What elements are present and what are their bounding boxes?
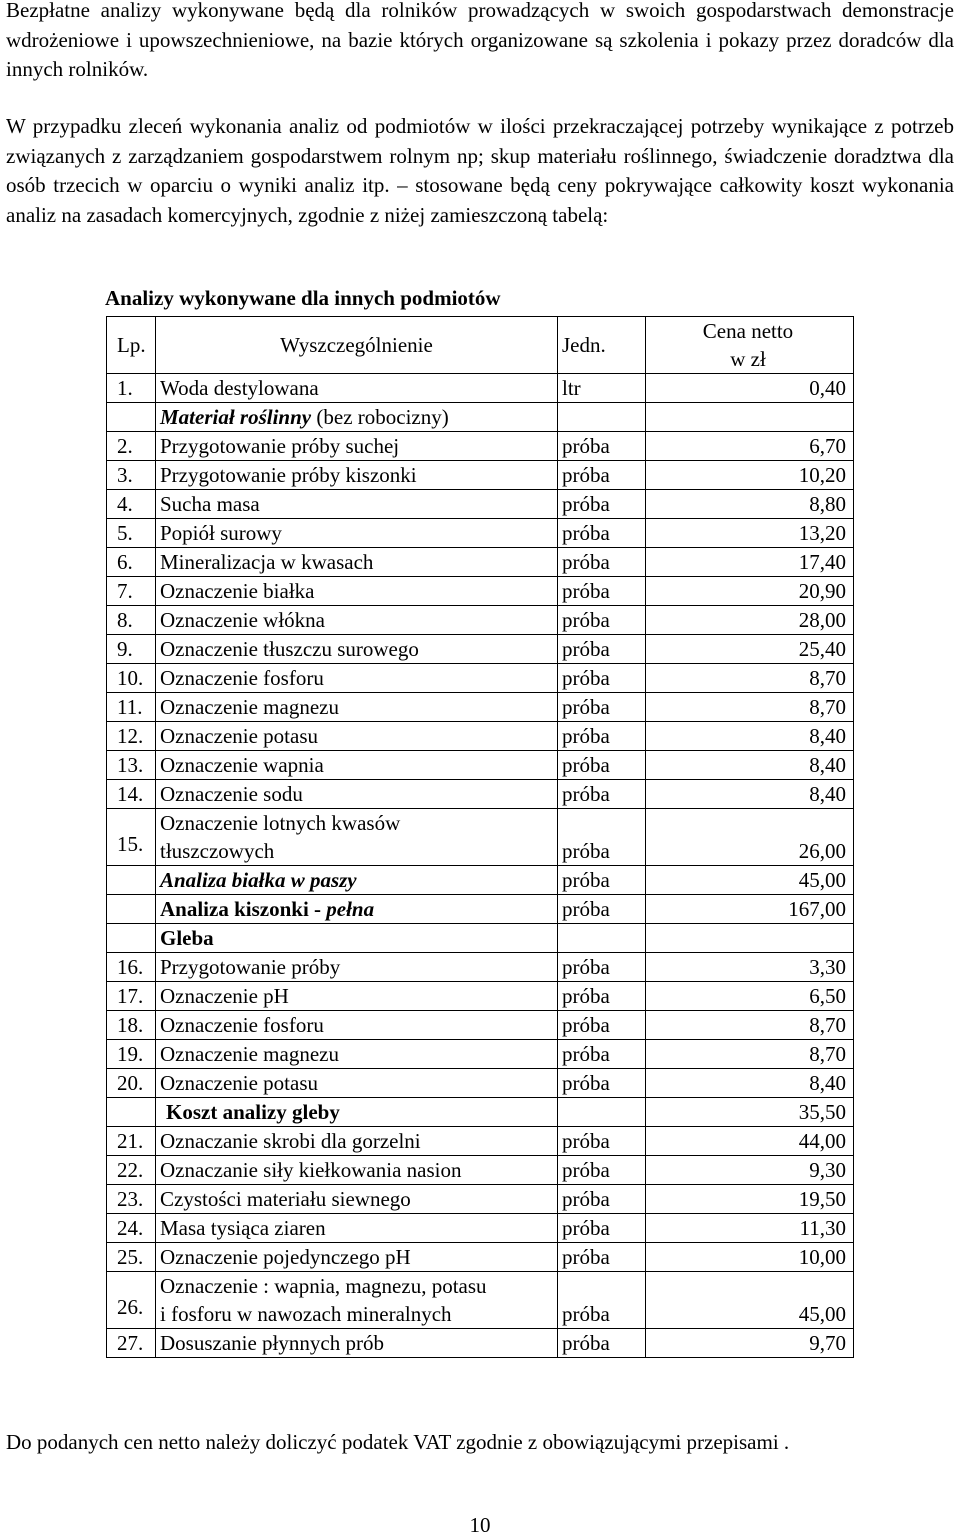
row-description-text: Oznaczenie lotnych kwasów <box>160 811 401 835</box>
row-description-suffix: (bez robocizny) <box>311 405 449 429</box>
header-unit: Jedn. <box>558 317 646 374</box>
table-row <box>107 780 854 809</box>
table-row <box>107 1011 854 1040</box>
row-price: 17,40 <box>646 548 854 577</box>
row-unit: próba <box>558 751 646 780</box>
row-price: 9,70 <box>646 1329 854 1358</box>
row-unit: próba <box>558 548 646 577</box>
row-price: 9,30 <box>646 1156 854 1185</box>
row-price <box>646 403 854 432</box>
header-price <box>646 317 854 374</box>
row-unit: próba <box>558 1272 646 1329</box>
row-lp: 12. <box>107 722 156 751</box>
row-description <box>156 751 558 780</box>
row-unit: ltr <box>558 374 646 403</box>
row-description <box>156 403 558 432</box>
row-description-text: Oznaczenie : wapnia, magnezu, potasu <box>160 1274 487 1298</box>
row-description-text: Popiół surowy <box>160 521 282 545</box>
row-description <box>156 1098 558 1127</box>
table-row <box>107 1329 854 1358</box>
row-description <box>156 1329 558 1358</box>
row-unit: próba <box>558 809 646 866</box>
row-description-text: Analiza kiszonki - <box>160 897 327 921</box>
row-price: 0,40 <box>646 374 854 403</box>
pricing-paragraph: W przypadku zleceń wykonania analiz od podmiotów w ilości przekraczającej potrzeby wynikające z potrzeb związanych z zarządzaniem gospodarstwem rolnym np; skup materiału roślinnego, świadczenie doradztwa dla osób trzecich w oparciu o wyniki analiz itp. – stosowane będą ceny pokrywające całkowity koszt wykonania analiz na zasadach komercyjnych, zgodnie z niżej zamieszczoną tabelą: <box>6 114 954 227</box>
row-description-text: Przygotowanie próby kiszonki <box>160 463 417 487</box>
row-price: 10,20 <box>646 461 854 490</box>
intro-paragraph: Bezpłatne analizy wykonywane będą dla rolników prowadzących w swoich gospodarstwach demonstracje wdrożeniowe i upowszechnieniowe, na bazie których organizowane są szkolenia i pokazy przez doradców dla innych rolników. <box>6 0 954 81</box>
row-description-text: Oznaczenie magnezu <box>160 1042 339 1066</box>
table-row <box>107 403 854 432</box>
table-row <box>107 866 854 895</box>
row-lp: 10. <box>107 664 156 693</box>
table-row <box>107 982 854 1011</box>
row-unit: próba <box>558 1127 646 1156</box>
row-description <box>156 664 558 693</box>
row-lp: 19. <box>107 1040 156 1069</box>
row-description-line2: tłuszczowych <box>160 839 275 863</box>
table-row <box>107 490 854 519</box>
row-lp: 3. <box>107 461 156 490</box>
row-price: 8,80 <box>646 490 854 519</box>
row-unit: próba <box>558 1069 646 1098</box>
row-description-text: Oznaczanie siły kiełkowania nasion <box>160 1158 462 1182</box>
table-row <box>107 1069 854 1098</box>
row-unit: próba <box>558 432 646 461</box>
table-row <box>107 924 854 953</box>
row-lp: 11. <box>107 693 156 722</box>
row-price: 45,00 <box>646 866 854 895</box>
row-price: 167,00 <box>646 895 854 924</box>
header-price-line2: w zł <box>730 347 766 371</box>
table-header-row <box>107 317 854 374</box>
row-description-text: Przygotowanie próby <box>160 955 341 979</box>
page-number: 10 <box>469 1513 491 1537</box>
row-lp: 13. <box>107 751 156 780</box>
row-description <box>156 635 558 664</box>
table-row <box>107 432 854 461</box>
row-lp: 18. <box>107 1011 156 1040</box>
row-description-text: Oznaczenie wapnia <box>160 753 324 777</box>
row-description-text: Oznaczenie pH <box>160 984 289 1008</box>
price-table <box>106 316 854 1358</box>
vat-note: Do podanych cen netto należy doliczyć podatek VAT zgodnie z obowiązującymi przepisami . <box>6 1430 790 1454</box>
row-description-text: Oznaczenie fosforu <box>160 1013 324 1037</box>
row-lp: 25. <box>107 1243 156 1272</box>
row-description <box>156 982 558 1011</box>
row-lp: 21. <box>107 1127 156 1156</box>
table-body <box>107 374 854 1358</box>
table-row <box>107 953 854 982</box>
row-price: 25,40 <box>646 635 854 664</box>
row-lp: 7. <box>107 577 156 606</box>
row-price: 8,40 <box>646 722 854 751</box>
row-unit: próba <box>558 1011 646 1040</box>
row-description <box>156 519 558 548</box>
row-description-text: Dosuszanie płynnych prób <box>160 1331 384 1355</box>
row-description-text: Oznaczenie potasu <box>160 1071 319 1095</box>
table-row <box>107 374 854 403</box>
row-description-text: Oznaczenie magnezu <box>160 695 339 719</box>
row-description <box>156 1243 558 1272</box>
row-description-text: Oznaczenie fosforu <box>160 666 324 690</box>
row-lp <box>107 403 156 432</box>
row-price: 19,50 <box>646 1185 854 1214</box>
row-lp <box>107 895 156 924</box>
row-unit: próba <box>558 577 646 606</box>
row-description-text: Materiał roślinny <box>160 405 312 429</box>
row-lp: 2. <box>107 432 156 461</box>
row-unit <box>558 1098 646 1127</box>
row-lp: 16. <box>107 953 156 982</box>
row-description <box>156 490 558 519</box>
row-description <box>156 548 558 577</box>
row-description-line2: i fosforu w nawozach mineralnych <box>160 1302 452 1326</box>
row-lp: 5. <box>107 519 156 548</box>
row-price: 11,30 <box>646 1214 854 1243</box>
row-price: 8,70 <box>646 1040 854 1069</box>
row-unit: próba <box>558 722 646 751</box>
table-row <box>107 1214 854 1243</box>
table-row <box>107 635 854 664</box>
row-unit <box>558 403 646 432</box>
row-lp: 23. <box>107 1185 156 1214</box>
row-lp: 27. <box>107 1329 156 1358</box>
row-lp: 1. <box>107 374 156 403</box>
row-description <box>156 1272 558 1329</box>
row-description <box>156 1040 558 1069</box>
row-price: 8,70 <box>646 1011 854 1040</box>
row-description <box>156 1127 558 1156</box>
row-unit: próba <box>558 982 646 1011</box>
row-unit: próba <box>558 1243 646 1272</box>
row-lp: 22. <box>107 1156 156 1185</box>
row-description-text: Koszt analizy gleby <box>166 1100 340 1124</box>
row-unit: próba <box>558 519 646 548</box>
row-description-text: Oznaczenie potasu <box>160 724 319 748</box>
row-unit: próba <box>558 1156 646 1185</box>
row-unit: próba <box>558 953 646 982</box>
row-lp: 17. <box>107 982 156 1011</box>
table-row <box>107 1040 854 1069</box>
row-price: 8,40 <box>646 751 854 780</box>
row-lp: 4. <box>107 490 156 519</box>
row-description <box>156 780 558 809</box>
row-unit <box>558 924 646 953</box>
row-description-text: Masa tysiąca ziaren <box>160 1216 326 1240</box>
row-unit: próba <box>558 1040 646 1069</box>
row-description-text: Oznaczenie tłuszczu surowego <box>160 637 419 661</box>
row-description <box>156 953 558 982</box>
table-row <box>107 577 854 606</box>
table-row <box>107 895 854 924</box>
row-price: 8,40 <box>646 780 854 809</box>
row-lp: 24. <box>107 1214 156 1243</box>
row-description-emphasis: pełna <box>326 897 375 921</box>
table-title: Analizy wykonywane dla innych podmiotów <box>105 286 501 310</box>
row-description <box>156 722 558 751</box>
row-lp: 8. <box>107 606 156 635</box>
table-row <box>107 1098 854 1127</box>
table-row <box>107 1272 854 1329</box>
row-unit: próba <box>558 635 646 664</box>
row-lp <box>107 924 156 953</box>
row-price: 6,50 <box>646 982 854 1011</box>
table-row <box>107 1243 854 1272</box>
row-unit: próba <box>558 461 646 490</box>
table-row <box>107 548 854 577</box>
row-description-text: Sucha masa <box>160 492 260 516</box>
row-description <box>156 1185 558 1214</box>
row-unit: próba <box>558 606 646 635</box>
row-price: 3,30 <box>646 953 854 982</box>
row-price: 8,40 <box>646 1069 854 1098</box>
table-row <box>107 1185 854 1214</box>
header-lp: Lp. <box>107 317 156 374</box>
row-unit: próba <box>558 895 646 924</box>
row-unit: próba <box>558 866 646 895</box>
table-row <box>107 1156 854 1185</box>
row-description <box>156 577 558 606</box>
row-lp <box>107 1098 156 1127</box>
row-price: 8,70 <box>646 693 854 722</box>
header-price-line1: Cena netto <box>702 319 794 343</box>
row-description-text: Oznaczenie pojedynczego pH <box>160 1245 411 1269</box>
table-row <box>107 751 854 780</box>
row-lp <box>107 866 156 895</box>
row-unit: próba <box>558 1214 646 1243</box>
table-row <box>107 1127 854 1156</box>
table-row <box>107 693 854 722</box>
row-description <box>156 866 558 895</box>
row-unit: próba <box>558 693 646 722</box>
row-price: 13,20 <box>646 519 854 548</box>
row-price: 28,00 <box>646 606 854 635</box>
table-row <box>107 664 854 693</box>
row-lp: 15. <box>107 809 156 866</box>
header-description: Wyszczególnienie <box>156 317 558 374</box>
row-lp: 6. <box>107 548 156 577</box>
row-price: 6,70 <box>646 432 854 461</box>
row-price: 35,50 <box>646 1098 854 1127</box>
row-price <box>646 924 854 953</box>
row-description-text: Przygotowanie próby suchej <box>160 434 400 458</box>
row-description-text: Gleba <box>160 926 214 950</box>
row-unit: próba <box>558 1329 646 1358</box>
row-description <box>156 924 558 953</box>
row-price: 20,90 <box>646 577 854 606</box>
row-price: 44,00 <box>646 1127 854 1156</box>
row-unit: próba <box>558 490 646 519</box>
table-row <box>107 722 854 751</box>
row-description <box>156 606 558 635</box>
row-description-text: Analiza białka w paszy <box>160 868 357 892</box>
row-price: 10,00 <box>646 1243 854 1272</box>
table-row <box>107 606 854 635</box>
row-lp: 26. <box>107 1272 156 1329</box>
row-description <box>156 693 558 722</box>
row-description-text: Oznaczanie skrobi dla gorzelni <box>160 1129 421 1153</box>
row-price: 45,00 <box>646 1272 854 1329</box>
row-lp: 9. <box>107 635 156 664</box>
row-price: 8,70 <box>646 664 854 693</box>
row-description <box>156 461 558 490</box>
row-unit: próba <box>558 1185 646 1214</box>
row-description <box>156 1156 558 1185</box>
table-row <box>107 461 854 490</box>
row-description <box>156 432 558 461</box>
row-description <box>156 1011 558 1040</box>
row-description <box>156 809 558 866</box>
row-price: 26,00 <box>646 809 854 866</box>
row-description <box>156 1069 558 1098</box>
row-unit: próba <box>558 664 646 693</box>
row-description-text: Oznaczenie włókna <box>160 608 325 632</box>
row-description-text: Oznaczenie sodu <box>160 782 303 806</box>
row-description-text: Mineralizacja w kwasach <box>160 550 374 574</box>
row-description <box>156 895 558 924</box>
row-unit: próba <box>558 780 646 809</box>
row-description <box>156 374 558 403</box>
row-description-text: Oznaczenie białka <box>160 579 315 603</box>
row-description <box>156 1214 558 1243</box>
table-row <box>107 809 854 866</box>
row-lp: 20. <box>107 1069 156 1098</box>
row-description-text: Czystości materiału siewnego <box>160 1187 411 1211</box>
row-description-text: Woda destylowana <box>160 376 319 400</box>
row-lp: 14. <box>107 780 156 809</box>
table-row <box>107 519 854 548</box>
